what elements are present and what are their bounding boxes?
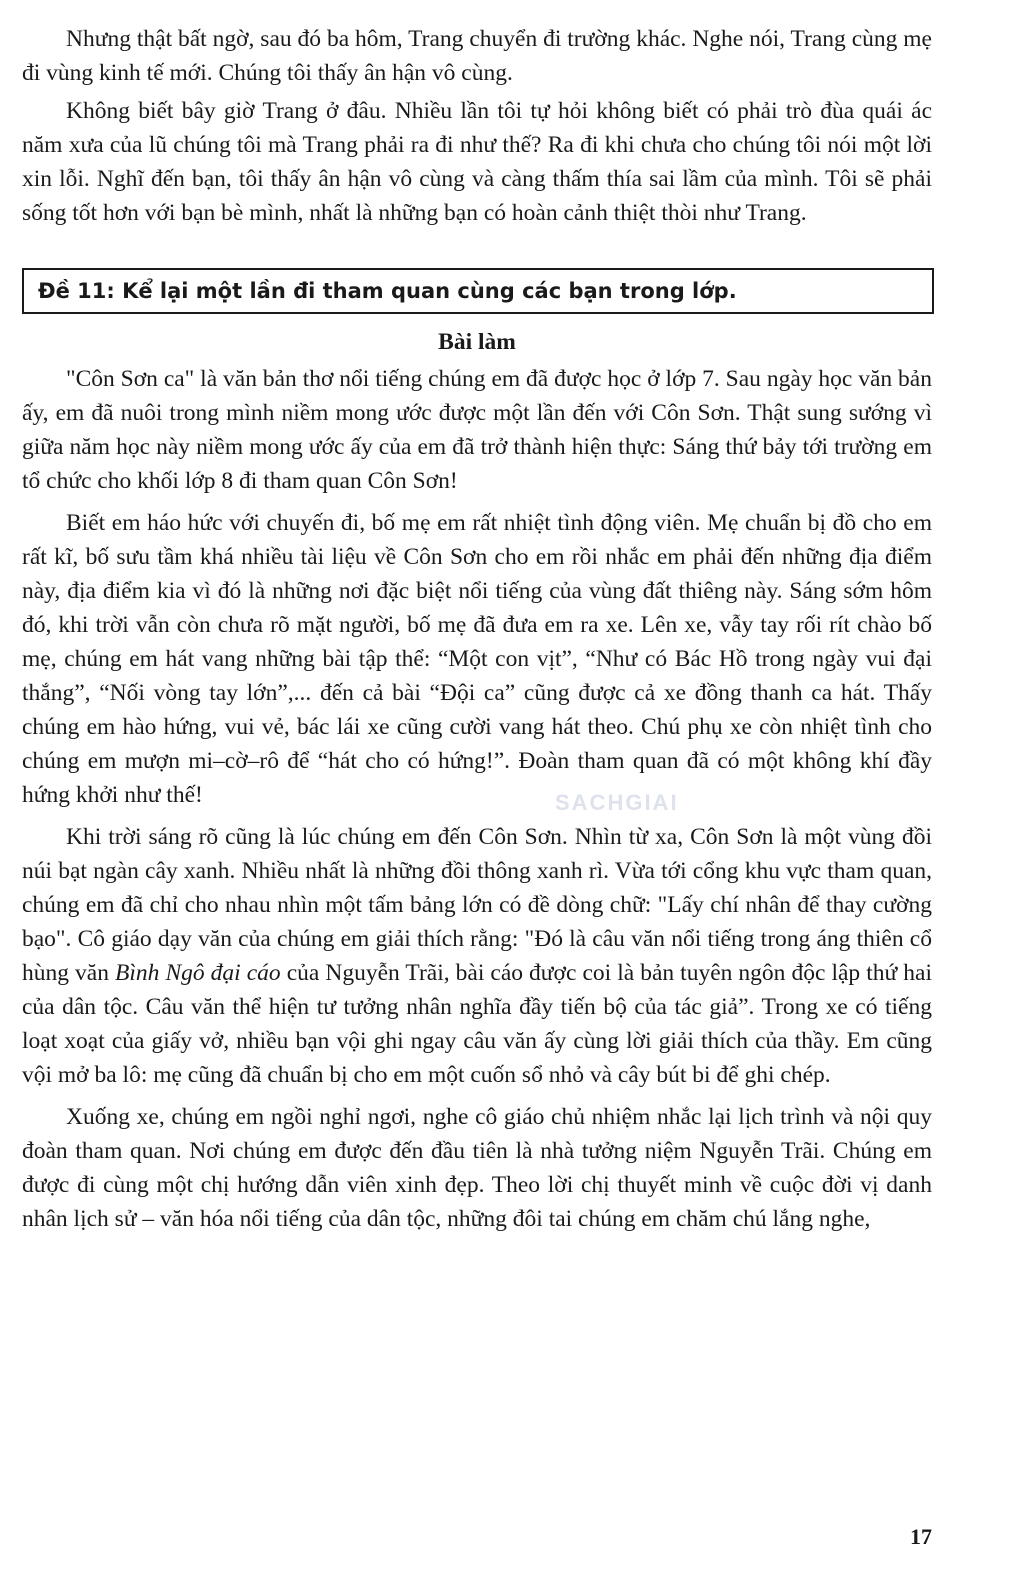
topic-box [22, 268, 934, 314]
essay-paragraph-2: Biết em háo hức với chuyến đi, bố mẹ em rất nhiệt tình động viên. Mẹ chuẩn bị đồ cho em rất kĩ, bố sưu tầm khá nhiều tài liệu về Côn Sơn cho em rồi nhắc em phải đến những địa điểm này, địa điểm kia vì đó là những nơi đặc biệt nổi tiếng của vùng đất thiêng này. Sáng sớm hôm đó, khi trời vẫn còn chưa rõ mặt người, bố mẹ đã đưa em ra xe. Lên xe, vẫy tay rối rít chào bố mẹ, chúng em hát vang những bài tập thể: “Một con vịt”, “Như có Bác Hồ trong ngày vui đại thắng”, “Nối vòng tay lớn”,... đến cả bài “Đội ca” cũng được cả xe đồng thanh ca hát. Thấy chúng em hào hứng, vui vẻ, bác lái xe cũng cười vang hát theo. Chú phụ xe còn nhiệt tình cho chúng em mượn mi–cờ–rô để “hát cho có hứng!”. Đoàn tham quan đã có một không khí đầy hứng khởi như thế! [22, 510, 932, 808]
essay-paragraph-1: "Côn Sơn ca" là văn bản thơ nổi tiếng chúng em đã được học ở lớp 7. Sau ngày học văn bản ấy, em đã nuôi trong mình niềm mong ước được một lần đến với Côn Sơn. Thật sung sướng vì giữa năm học này niềm mong ước ấy của em đã trở thành hiện thực: Sáng thứ bảy tới trường em tổ chức cho khối lớp 8 đi tham quan Côn Sơn! [22, 366, 932, 494]
intro-paragraph-1: Nhưng thật bất ngờ, sau đó ba hôm, Trang chuyển đi trường khác. Nghe nói, Trang cùng mẹ đi vùng kinh tế mới. Chúng tôi thấy ân hận vô cùng. [22, 26, 932, 86]
essay-paragraph-4: Xuống xe, chúng em ngồi nghỉ ngơi, nghe cô giáo chủ nhiệm nhắc lại lịch trình và nội quy đoàn tham quan. Nơi chúng em được đến đầu tiên là nhà tưởng niệm Nguyễn Trãi. Chúng em được đi cùng một chị hướng dẫn viên xinh đẹp. Theo lời chị thuyết minh về cuộc đời vị danh nhân lịch sử – văn hóa nổi tiếng của dân tộc, những đôi tai chúng em chăm chú lắng nghe, [22, 1104, 932, 1232]
essay-paragraph-3-part-a: Khi trời sáng rõ cũng là lúc chúng em đến Côn Sơn. Nhìn từ xa, Côn Sơn là một vùng đồi núi bạt ngàn cây xanh. Nhiều nhất là những đồi thông xanh rì. Vừa tới cổng khu vực tham quan, chúng em đã chỉ cho nhau nhìn một tấm bảng lớn có đề dòng chữ: "Lấy chí nhân để thay cường bạo". Cô giáo dạy văn của chúng em giải thích rằng: "Đó là câu văn nổi tiếng trong áng thiên cổ hùng văn [22, 824, 932, 986]
book-title-italic: Bình Ngô đại cáo [115, 960, 281, 986]
essay-paragraph-3-part-b: của Nguyễn Trãi, bài cáo được coi là bản tuyên ngôn độc lập thứ hai của dân tộc. Câu văn thể hiện tư tưởng nhân nghĩa đầy tiến bộ của tác giả”. Trong xe có tiếng loạt xoạt của giấy vở, nhiều bạn vội ghi ngay câu văn ấy cùng lời giải thích của thầy. Em cũng vội mở ba lô: mẹ cũng đã chuẩn bị cho em một cuốn sổ nhỏ và cây bút bi để ghi chép. [22, 960, 932, 1088]
essay-title: Bài làm [438, 329, 516, 355]
intro-section [22, 22, 932, 230]
topic-heading: Đề 11: Kể lại một lần đi tham quan cùng các bạn trong lớp. [38, 279, 737, 303]
watermark: SACHGIAI [555, 790, 679, 815]
intro-paragraph-2: Không biết bây giờ Trang ở đâu. Nhiều lần tôi tự hỏi không biết có phải trò đùa quái ác năm xưa của lũ chúng tôi mà Trang phải ra đi như thế? Ra đi khi chưa cho chúng tôi nói một lời xin lỗi. Nghĩ đến bạn, tôi thấy ân hận vô cùng và càng thấm thía sai lầm của mình. Tôi sẽ phải sống tốt hơn với bạn bè mình, nhất là những bạn có hoàn cảnh thiệt thòi như Trang. [22, 98, 932, 226]
essay-paragraph-3 [22, 820, 932, 1092]
document-page [22, 22, 932, 1244]
page-number: 17 [910, 1524, 932, 1549]
